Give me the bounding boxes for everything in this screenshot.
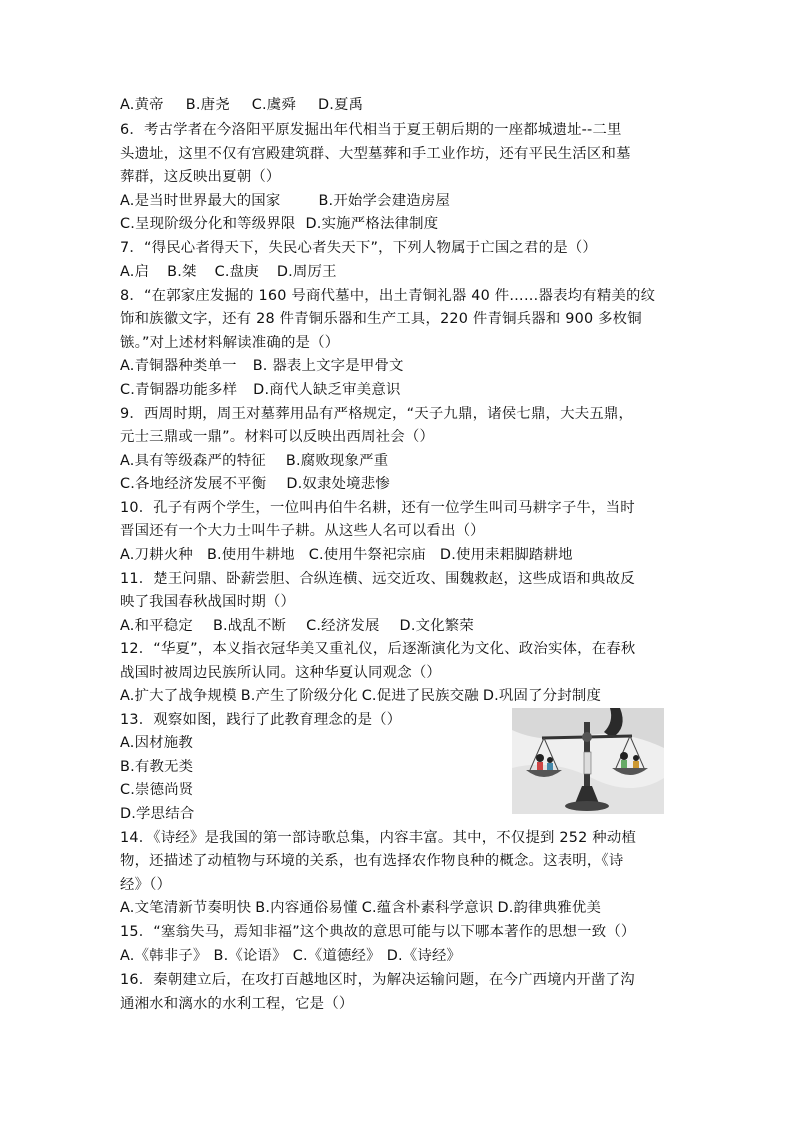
option-a: A.青铜器种类单一 bbox=[120, 358, 237, 374]
option-d: D.《诗经》 bbox=[386, 948, 462, 964]
option-a: A.文笔清新节奏明快 bbox=[120, 900, 252, 916]
option-d: D.实施严格法律制度 bbox=[305, 216, 439, 232]
q15-options bbox=[120, 944, 680, 968]
q16-stem-2: 通湘水和漓水的水利工程，它是（） bbox=[120, 996, 354, 1012]
option-c: C.蕴含朴素科学意识 bbox=[361, 900, 494, 916]
q11-stem-1: 11．楚王问鼎、卧薪尝胆、合纵连横、远交近攻、围魏救赵，这些成语和典故反 bbox=[120, 571, 635, 587]
q14-stem-2: 物，还描述了动植物与环境的关系，也有选择农作物良种的概念。这表明，《诗 bbox=[120, 853, 624, 869]
scales-illustration bbox=[512, 708, 664, 814]
q9-stem-2: 元士三鼎或一鼎”。材料可以反映出西周社会（） bbox=[120, 429, 435, 445]
option-d: D.韵律典雅优美 bbox=[497, 900, 602, 916]
option-d: D.商代人缺乏审美意识 bbox=[253, 382, 401, 398]
q6-stem-2: 头遗址，这里不仅有宫殿建筑群、大型墓葬和手工业作坊，还有平民生活区和墓 bbox=[120, 146, 631, 162]
option-d: D.巩固了分封制度 bbox=[482, 688, 602, 704]
balance-scale-icon bbox=[512, 708, 664, 814]
q12-stem-1: 12．“华夏”，本义指衣冠华美又重礼仪，后逐渐演化为文化、政治实体，在春秋 bbox=[120, 641, 636, 657]
q7-stem: 7．“得民心者得天下，失民心者失天下”，下列人物属于亡国之君的是（） bbox=[120, 240, 597, 256]
q9-options-ab bbox=[120, 449, 680, 473]
option-a: A.《韩非子》 bbox=[120, 948, 208, 964]
q6-stem-3: 葬群，这反映出夏朝（） bbox=[120, 169, 281, 185]
q13-option-a: A.因材施教 bbox=[120, 735, 193, 751]
option-c: C.青铜器功能多样 bbox=[120, 382, 238, 398]
q11-options bbox=[120, 614, 680, 638]
option-c: C.使用牛祭祀宗庙 bbox=[308, 547, 426, 563]
q10-options bbox=[120, 543, 680, 567]
q10-stem-1: 10．孔子有两个学生，一位叫冉伯牛名耕，还有一位学生叫司马耕字子牛，当时 bbox=[120, 500, 635, 516]
option-a: A.启 bbox=[120, 264, 150, 280]
q8-options-ab bbox=[120, 354, 680, 378]
q8-stem-1: 8．“在郭家庄发掘的 160 号商代墓中，出土青铜礼器 40 件……器表均有精美的纹 bbox=[120, 288, 656, 304]
option-d: D.使用耒耜脚踏耕地 bbox=[439, 547, 573, 563]
q5-options bbox=[120, 93, 680, 117]
option-a: A.刀耕火种 bbox=[120, 547, 193, 563]
option-c: C.虞舜 bbox=[251, 97, 296, 113]
option-c: C.各地经济发展不平衡 bbox=[120, 476, 267, 492]
q13-stem: 13．观察如图，践行了此教育理念的是（） bbox=[120, 712, 402, 728]
option-d: D.夏禹 bbox=[318, 97, 364, 113]
option-a: A.黄帝 bbox=[120, 97, 164, 113]
option-b: B. 器表上文字是甲骨文 bbox=[252, 358, 404, 374]
q14-stem-1: 14．《诗经》是我国的第一部诗歌总集，内容丰富。其中，不仅提到 252 种动植 bbox=[120, 830, 637, 846]
q7-options bbox=[120, 260, 680, 284]
option-d: D.文化繁荣 bbox=[399, 618, 474, 634]
option-b: B.产生了阶级分化 bbox=[240, 688, 358, 704]
q15-stem: 15．“塞翁失马，焉知非福”这个典故的意思可能与以下哪本著作的思想一致（） bbox=[120, 924, 636, 940]
option-b: B.桀 bbox=[167, 264, 197, 280]
option-b: B.开始学会建造房屋 bbox=[318, 193, 451, 209]
option-b: B.唐尧 bbox=[185, 97, 230, 113]
q8-options-cd bbox=[120, 378, 680, 402]
option-c: C.盘庚 bbox=[214, 264, 259, 280]
option-b: B.内容通俗易懂 bbox=[255, 900, 358, 916]
q6-options-cd bbox=[120, 212, 680, 236]
q9-stem-1: 9．西周时期，周王对墓葬用品有严格规定，“天子九鼎，诸侯七鼎，大夫五鼎， bbox=[120, 406, 634, 422]
q13-option-b: B.有教无类 bbox=[120, 759, 194, 775]
q14-stem-3: 经》（） bbox=[120, 877, 172, 893]
q10-stem-2: 晋国还有一个大力士叫牛子耕。从这些人名可以看出（） bbox=[120, 523, 485, 539]
q12-stem-2: 战国时被周边民族所认同。这种华夏认同观念（） bbox=[120, 665, 441, 681]
q6-stem-1: 6．考古学者在今洛阳平原发掘出年代相当于夏王朝后期的一座都城遗址--二里 bbox=[120, 122, 622, 138]
q12-options bbox=[120, 684, 680, 708]
q11-stem-2: 映了我国春秋战国时期（） bbox=[120, 594, 296, 610]
option-b: B.《论语》 bbox=[213, 948, 287, 964]
option-b: B.战乱不断 bbox=[212, 618, 287, 634]
option-b: B.使用牛耕地 bbox=[206, 547, 295, 563]
option-c: C.促进了民族交融 bbox=[361, 688, 479, 704]
option-c: C.经济发展 bbox=[306, 618, 380, 634]
q9-options-cd bbox=[120, 472, 680, 496]
q8-stem-2: 饰和族徽文字，还有 28 件青铜乐器和生产工具，220 件青铜兵器和 900 多枚铜 bbox=[120, 311, 642, 327]
q14-options bbox=[120, 896, 680, 920]
option-b: B.腐败现象严重 bbox=[285, 453, 389, 469]
option-a: A.具有等级森严的特征 bbox=[120, 453, 266, 469]
option-a: A.扩大了战争规模 bbox=[120, 688, 237, 704]
option-d: D.奴隶处境悲惨 bbox=[286, 476, 390, 492]
option-a: A.和平稳定 bbox=[120, 618, 193, 634]
q8-stem-3: 镞。”对上述材料解读准确的是（） bbox=[120, 335, 340, 351]
q16-stem-1: 16．秦朝建立后，在攻打百越地区时，为解决运输问题，在今广西境内开凿了沟 bbox=[120, 972, 635, 988]
option-c: C.呈现阶级分化和等级界限 bbox=[120, 216, 296, 232]
q13-option-d: D.学思结合 bbox=[120, 806, 195, 822]
q13-option-c: C.崇德尚贤 bbox=[120, 782, 194, 798]
option-c: C.《道德经》 bbox=[292, 948, 381, 964]
option-a: A.是当时世界最大的国家 bbox=[120, 193, 281, 209]
option-d: D.周厉王 bbox=[276, 264, 337, 280]
q6-options-ab bbox=[120, 189, 680, 213]
